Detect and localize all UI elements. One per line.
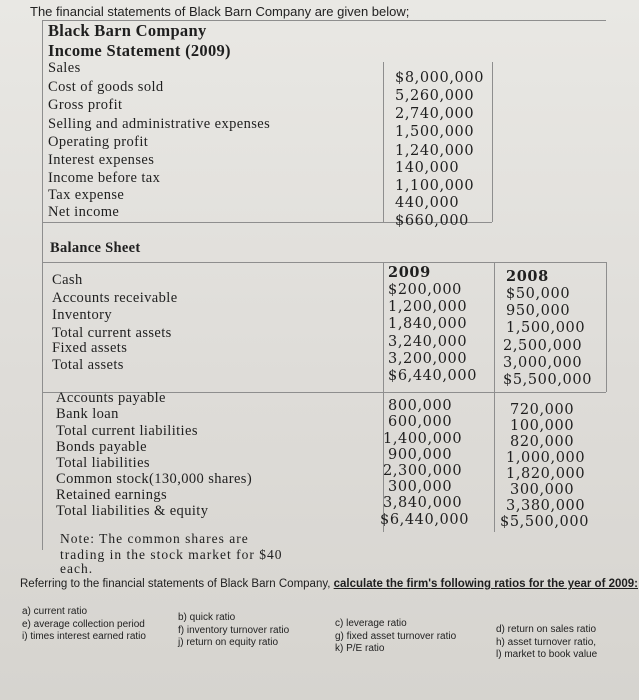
liability-value-2009: 800,000 (388, 398, 453, 414)
income-value: 2,740,000 (395, 106, 475, 122)
asset-value-2008: 1,500,000 (506, 320, 586, 336)
income-label: Tax expense (48, 187, 125, 203)
ratio-option: b) quick ratio (178, 612, 236, 623)
income-label: Operating profit (48, 134, 149, 150)
note-line: each. (60, 561, 94, 576)
asset-value-2008: 950,000 (506, 303, 571, 319)
asset-value-2009: 3,200,000 (388, 351, 468, 367)
income-label: Net income (48, 204, 120, 220)
liability-label: Retained earnings (56, 487, 168, 503)
income-value: 1,500,000 (395, 124, 475, 140)
asset-value-2008: 3,000,000 (503, 355, 583, 371)
ratio-option: k) P/E ratio (335, 643, 385, 654)
balance-sheet-title: Balance Sheet (50, 240, 141, 256)
intro-text: The financial statements of Black Barn Company are given below; (30, 4, 410, 19)
liability-value-2008: $5,500,000 (500, 514, 590, 530)
asset-label: Total current assets (52, 325, 172, 341)
ratio-option: c) leverage ratio (335, 618, 407, 629)
instructions-lead: Referring to the financial statements of Black Barn Company, (20, 578, 334, 590)
liability-label: Accounts payable (56, 390, 166, 406)
liability-value-2008: 300,000 (510, 482, 575, 498)
liability-label: Total current liabilities (56, 423, 198, 439)
income-right-border (492, 62, 493, 222)
liability-value-2009: 2,300,000 (383, 463, 463, 479)
ratio-option: a) current ratio (22, 606, 88, 617)
liab-divider-2 (494, 392, 495, 532)
liability-value-2008: 100,000 (510, 418, 575, 434)
instructions-text (20, 578, 638, 590)
balance-divider-2 (494, 262, 495, 392)
year-2009-header: 2009 (388, 264, 431, 281)
note-line: trading in the stock market for $40 (60, 547, 283, 562)
asset-value-2009: $200,000 (388, 282, 462, 298)
income-label: Income before tax (48, 170, 161, 186)
balance-top-line (42, 262, 606, 263)
asset-value-2009: 1,200,000 (388, 299, 468, 315)
ratio-options-col3 (335, 618, 456, 656)
balance-right-border (606, 262, 607, 392)
income-divider (383, 62, 384, 222)
liability-value-2008: 1,820,000 (506, 466, 586, 482)
ratio-option: d) return on sales ratio (496, 624, 597, 635)
income-label: Interest expenses (48, 152, 155, 168)
ratio-option: j) return on equity ratio (178, 637, 279, 648)
asset-value-2008: $50,000 (506, 286, 571, 302)
income-label: Selling and administrative expenses (48, 116, 271, 132)
income-value: 1,240,000 (395, 143, 475, 159)
instructions-task: calculate the firm's following ratios for the year of 2009: (333, 578, 639, 590)
liability-label: Bank loan (56, 406, 119, 422)
ratio-option: e) average collection period (22, 618, 145, 630)
income-value: 1,100,000 (395, 178, 475, 194)
asset-label: Fixed assets (52, 340, 128, 356)
liability-value-2008: 820,000 (510, 434, 575, 450)
liability-value-2008: 720,000 (510, 402, 575, 418)
table-border-left (42, 20, 43, 550)
liability-value-2009: 1,400,000 (383, 431, 463, 447)
liability-value-2009: 600,000 (388, 414, 453, 430)
asset-label: Accounts receivable (52, 290, 178, 306)
ratio-option: i) times interest earned ratio (22, 631, 146, 642)
asset-value-2009: 1,840,000 (388, 316, 468, 332)
asset-value-2009: $6,440,000 (388, 368, 478, 384)
liability-value-2009: 3,840,000 (383, 495, 463, 511)
balance-divider-1 (383, 262, 384, 392)
year-2008-header: 2008 (506, 268, 549, 285)
asset-label: Inventory (52, 307, 112, 323)
ratio-option: h) asset turnover ratio, (496, 636, 597, 648)
ratio-option: g) fixed asset turnover ratio (335, 630, 457, 642)
income-value: 440,000 (395, 195, 460, 211)
income-value: 5,260,000 (395, 88, 475, 104)
ratio-options-col4 (496, 624, 597, 662)
income-statement-title: Income Statement (2009) (48, 41, 231, 60)
liability-label: Total liabilities & equity (56, 503, 209, 519)
income-value: $660,000 (395, 213, 469, 229)
note-line: Note: The common shares are (60, 531, 249, 546)
liability-value-2009: 300,000 (388, 479, 453, 495)
liability-value-2009: $6,440,000 (380, 512, 470, 528)
liability-label: Total liabilities (56, 455, 150, 471)
asset-label: Total assets (52, 357, 124, 373)
liability-label: Common stock(130,000 shares) (56, 471, 253, 487)
asset-label: Cash (52, 272, 83, 288)
liability-value-2009: 900,000 (388, 447, 453, 463)
asset-value-2008: $5,500,000 (503, 372, 593, 388)
ratio-options-col1 (22, 606, 146, 644)
ratio-options-col2 (178, 612, 289, 650)
income-label: Gross profit (48, 97, 123, 113)
asset-value-2008: 2,500,000 (503, 338, 583, 354)
ratio-option: l) market to book value (496, 649, 598, 660)
income-value: $8,000,000 (395, 70, 485, 86)
income-label: Cost of goods sold (48, 79, 164, 95)
income-value: 140,000 (395, 160, 460, 176)
company-name: Black Barn Company (48, 21, 207, 40)
liab-divider-1 (383, 392, 384, 532)
income-label: Sales (48, 60, 81, 76)
asset-value-2009: 3,240,000 (388, 334, 468, 350)
liability-label: Bonds payable (56, 439, 147, 455)
liability-value-2008: 1,000,000 (506, 450, 586, 466)
ratio-option: f) inventory turnover ratio (178, 624, 290, 636)
liability-value-2008: 3,380,000 (506, 498, 586, 514)
